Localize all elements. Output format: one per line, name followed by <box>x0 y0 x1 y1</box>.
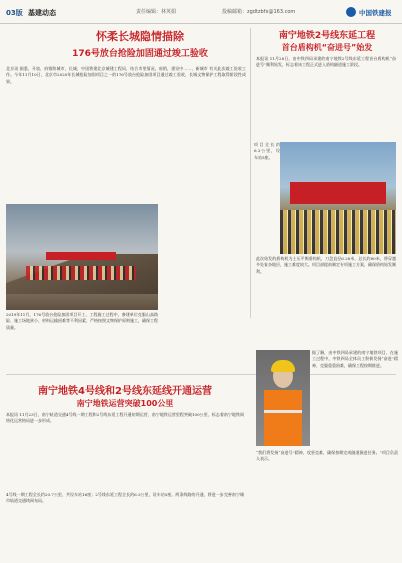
photo-vest-stripe <box>264 410 302 413</box>
article1-title: 怀柔长城隐情描除 <box>96 30 184 43</box>
article2-body-side: 项目全长约6.3公里，设车站5座。 <box>254 142 280 160</box>
article2-body: 本报讯 11月28日，由中铁四局承建的南宁地铁2号线东延工程首台盾构机“奋进号”顺利始发，标志着该工程正式进入盾构隧道施工阶段。 <box>256 56 396 68</box>
logo-icon <box>346 7 356 17</box>
page-number: 03版 <box>6 9 23 17</box>
email-info: 投稿邮箱：zgdtzbfx@163.com <box>222 9 296 15</box>
great-wall-photo <box>6 204 158 310</box>
editor-info: 责任编辑：林英娟 <box>136 9 177 15</box>
article2-body-continued: 此次始发的盾构机为土压平衡盾构机，刀盘直径6.28米，总长约80米，将穿越多处复杂地层，施工难度较大。项目部提前制定专项施工方案，确保盾构始发顺利。 <box>256 256 396 274</box>
photo-crowd <box>26 266 136 280</box>
article2-subtitle: 首台盾构机“奋进号”始发 <box>281 43 373 52</box>
photo-helmet <box>271 360 295 372</box>
article1-body-continued: 2019年11月，176号放台抢险加固项目开工，工程施工过程中，参建单位克服山高路险、施工场地狭小、材料运输困难等不利因素，严格按照文物保护原则施工，确保工程质量。 <box>6 312 158 330</box>
shield-launch-photo <box>280 142 396 254</box>
section-name: 基建动态 <box>28 9 56 17</box>
article3-body-continued: 4号线一期工程全长约20.7公里，共设车站16座；2号线东延工程全长约6.3公里，设车站5座。两条线路的开通，将进一步完善南宁城市轨道交通线网布局。 <box>6 492 244 504</box>
photo-vest <box>264 390 302 446</box>
article3-subtitle: 南宁地铁运营突破100公里 <box>76 399 174 408</box>
article4-body: 据了解，由中铁四局承建的南宁地铁项目，在施工过程中，中铁四局全体员工积极发扬“奋进”精神，克服重重困难，确保工程按期推进。 <box>312 350 398 368</box>
article3-title: 南宁地铁4号线和2号线东延线开通运营 <box>38 386 212 397</box>
page-header <box>0 0 402 24</box>
column-divider <box>250 28 251 318</box>
article2-title: 南宁地铁2号线东延工程 <box>278 31 376 41</box>
newspaper-logo <box>346 4 392 20</box>
article3-body: 本报讯 11月23日，南宁轨道交通4号线一期工程和2号线东延工程开通初期运营，南宁地铁运营里程突破100公里，标志着南宁地铁网络化运营格局进一步形成。 <box>6 412 244 424</box>
photo-workers <box>280 210 396 254</box>
article4-body-continued: “我们将发扬“奋进号”精神，攻坚克难，确保按期完成隧道掘进任务。”项目负责人表示。 <box>256 450 398 462</box>
photo-stage <box>290 182 386 204</box>
logo-text: 中国铁建报 <box>359 9 392 17</box>
worker-portrait-photo <box>256 350 310 446</box>
photo-banner <box>46 252 116 260</box>
article1-body: 北京讯 据悉，开放，府销跨城市，长城，中国铁建北京城建工程局，结合市里情况，府销，建设中……，新城市 有关此次竣工验收工作。今年11月10日，北京市2020年长城抢险加固项目之一的176号放台抢险加固项目通过竣工验收，长城文物保护工程取得阶段性成果。 <box>6 66 246 84</box>
article1-subtitle: 176号放台抢险加固通过竣工验收 <box>72 49 208 59</box>
